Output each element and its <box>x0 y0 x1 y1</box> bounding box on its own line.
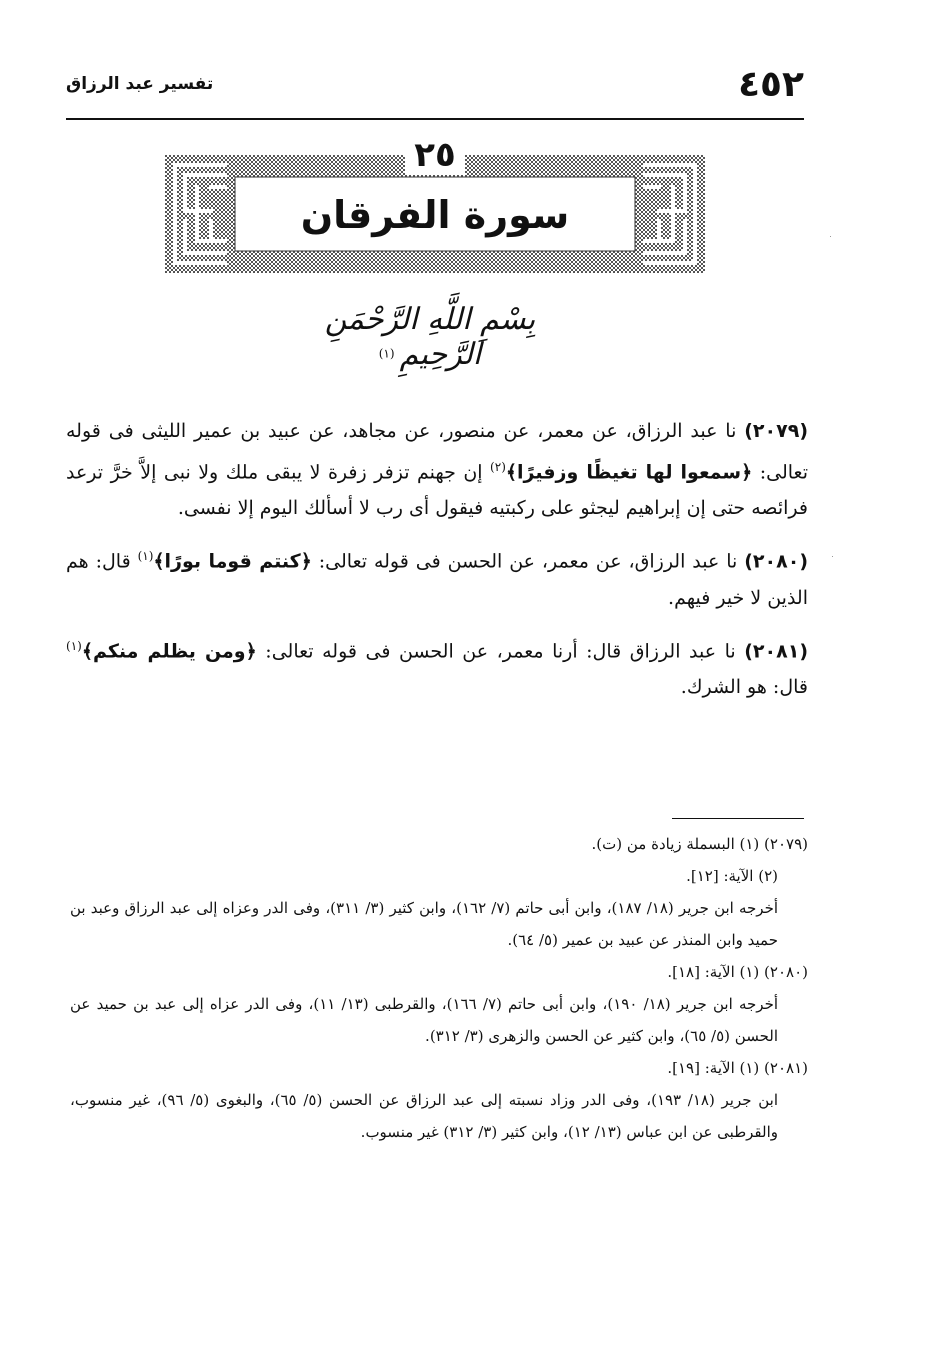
hadith-text: نا عبد الرزاق، عن معمر، عن الحسن فى قوله تعالى: <box>311 550 745 573</box>
surah-name: سورة الفرقان <box>300 193 570 237</box>
scan-speck <box>832 556 833 557</box>
scan-speck <box>830 236 831 237</box>
hadith-2080 <box>66 538 808 615</box>
footnote-head: (٢٠٧٩) (١) البسملة زيادة من (ت). <box>591 835 808 853</box>
basmala <box>300 302 560 372</box>
quran-quote: ﴿سمعوا لها تغيظًا وزفيرًا﴾ <box>505 461 753 484</box>
hadith-text: نا عبد الرزاق قال: أرنا معمر، عن الحسن فى قوله تعالى: <box>256 639 745 662</box>
surah-number: ٢٥ <box>405 135 465 175</box>
hadith-number: (٢٠٨٠) <box>744 550 808 573</box>
note-ref: (١) <box>66 638 82 653</box>
hadith-number: (٢٠٧٩) <box>744 420 808 442</box>
footnote-separator <box>672 818 804 819</box>
footnote-body: ابن جرير (١٨/ ١٩٣)، وفى الدر وزاد نسبته إلى عبد الرزاق عن الحسن (٥/ ٦٥)، والبغوى (٥/ ٩٦)، غير منسوب، والقرطبى عن ابن عباس (١٣/ ١٢)، وابن كثير (٣/ ٣١٢) غير منسوب. <box>70 1091 778 1141</box>
page-header <box>66 62 804 120</box>
footnote-body: أخرجه ابن جرير (١٨/ ١٨٧)، وابن أبى حاتم (٧/ ١٦٢)، وابن كثير (٣/ ٣١١)، وفى الدر وعزاه إلى عبد الرزاق وعبد بن حميد وابن المنذر عن عبيد بن عمير (٥/ ٦٤). <box>70 899 779 949</box>
hadith-2079 <box>66 413 808 526</box>
main-text <box>66 413 808 717</box>
basmala-note-ref: (١) <box>378 346 395 361</box>
hadith-text-cont: قال: هو الشرك. <box>680 675 808 698</box>
note-ref: (١) <box>137 549 154 564</box>
hadith-2081 <box>66 628 808 705</box>
hadith-number: (٢٠٨١) <box>744 639 808 662</box>
footnote-sub: (٢) الآية: [١٢]. <box>686 867 778 885</box>
footnote-head: (٢٠٨٠) (١) الآية: [١٨]. <box>667 963 808 981</box>
page-number: ٤٥٢ <box>738 64 804 105</box>
footnote-body: أخرجه ابن جرير (١٨/ ١٩٠)، وابن أبى حاتم (٧/ ١٦٦)، والقرطبى (١٣/ ١١)، وفى الدر عزاه إلى عبد بن حميد عن الحسن (٥/ ٦٥)، وابن كثير عن الحسن والزهرى (٣/ ٣١٢). <box>70 995 779 1045</box>
basmala-text: بِسْمِ اللَّهِ الرَّحْمَنِ الرَّحِيمِ <box>324 302 536 372</box>
hadith-text: نا عبد الرزاق، عن معمر، عن منصور، عن مجاهد، عن عبيد بن عمير الليثى فى قوله تعالى: <box>66 420 809 484</box>
note-ref: (٢) <box>490 460 506 474</box>
hadith-text-cont: قال: هم الذين لا خير فيهم. <box>66 550 808 609</box>
running-title: تفسير عبد الرزاق <box>66 74 214 94</box>
footnotes <box>70 828 808 1148</box>
surah-title-frame <box>165 135 705 273</box>
hadith-text-cont: إن جهنم تزفر زفرة لا يبقى ملك ولا نبى إلاَّ خرَّ ترعد فرائصه حتى إن إبراهيم ليجثو على ركبتيه فيقول أى رب لا أسألك اليوم إلا نفسى. <box>66 461 808 520</box>
quran-quote: ﴿كنتم قوما بورًا﴾ <box>153 550 312 573</box>
quran-quote: ﴿ومن يظلم منكم﴾ <box>81 639 257 662</box>
footnote-head: (٢٠٨١) (١) الآية: [١٩]. <box>667 1059 808 1077</box>
